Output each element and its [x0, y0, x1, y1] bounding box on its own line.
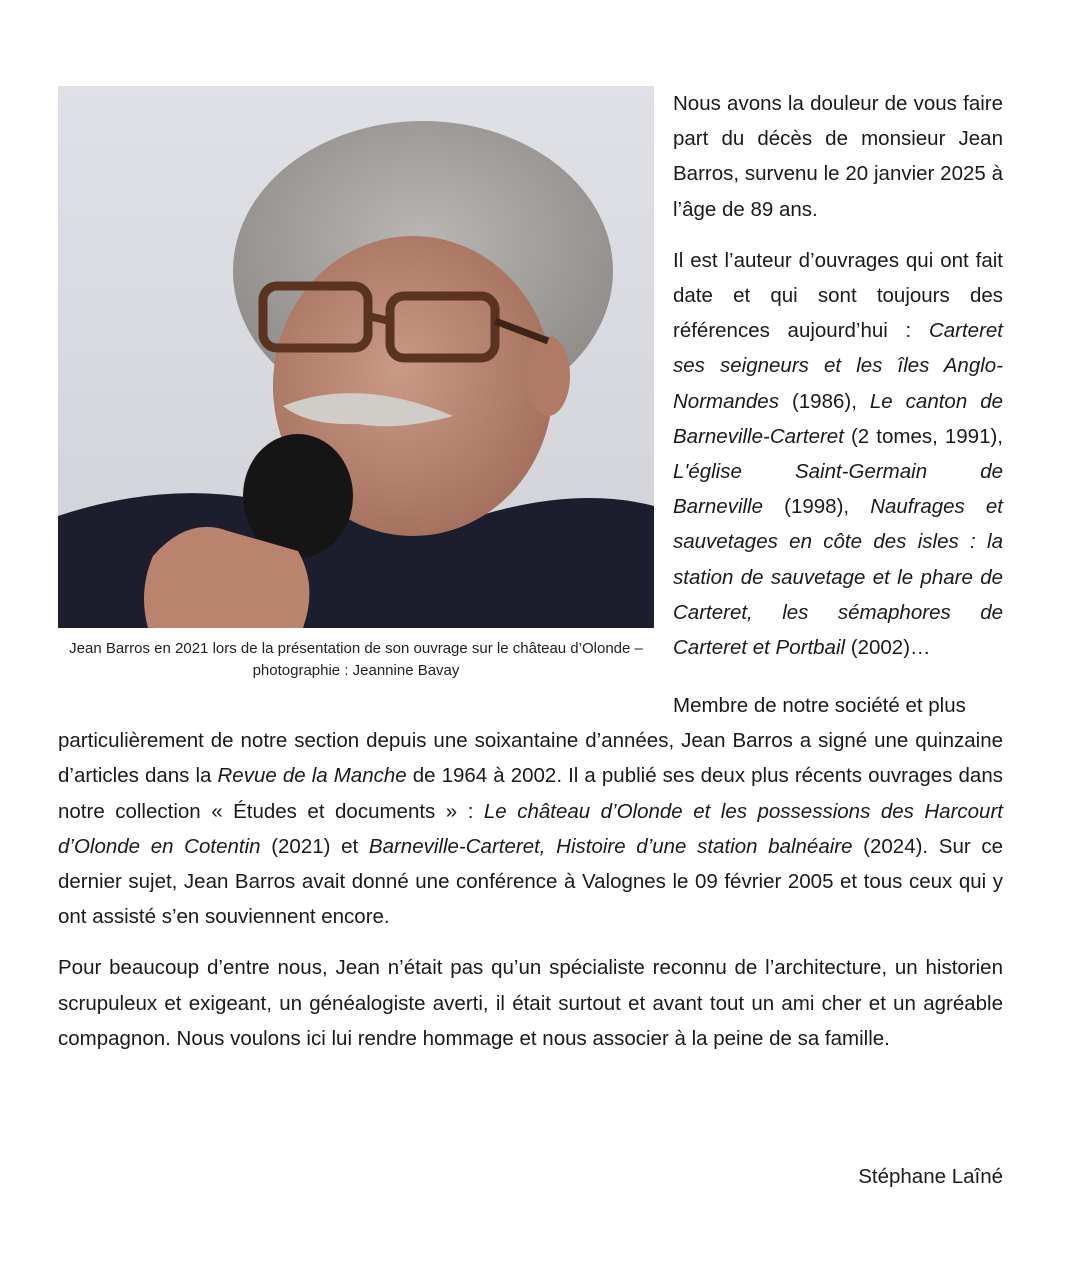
membership-text: (2024). Sur ce dernier sujet, Jean Barros avait donné une conférence à Valognes le 09 février 2005 et tous ceux qui y ont assisté s’en souviennent encore. — [58, 834, 1004, 929]
works-paragraph — [673, 243, 1003, 665]
works-text: (1998), — [763, 495, 871, 519]
photo-caption: Jean Barros en 2021 lors de la présentation de son ouvrage sur le château d’Olonde – photographie : Jeannine Bavay — [69, 640, 643, 679]
works-text: (1986), — [778, 389, 870, 413]
membership-text: de 1964 à 2002. Il a publié ses deux plus récents ouvrages dans notre collection « Études et documents » : — [58, 764, 1003, 823]
photo-figure — [58, 86, 654, 682]
membership-text: (2021) et — [260, 834, 369, 858]
membership-paragraph — [58, 688, 1003, 934]
membership-text: particulièrement de notre section depuis une soixantaine d’années, Jean Barros a signé une quinzaine d’articles dans la — [58, 729, 1003, 788]
intro-column — [673, 86, 1003, 681]
announcement-paragraph: Nous avons la douleur de vous faire part du décès de monsieur Jean Barros, survenu le 20 janvier 2025 à l’âge de 89 ans. — [673, 92, 1003, 221]
journal-title: Revue de la Manche — [217, 764, 407, 788]
portrait-photo-icon — [58, 86, 654, 628]
book-title: Carteret ses seigneurs et les îles Anglo-Normandes — [673, 319, 1003, 413]
membership-lead: Membre de notre société et plus — [673, 694, 966, 717]
main-text — [58, 688, 1003, 1072]
book-title: Le canton de Barneville-Carteret — [673, 389, 1003, 448]
signature: Stéphane Laîné — [858, 1165, 1003, 1188]
book-title: Le château d’Olonde et les possessions des Harcourt d’Olonde en Cotentin — [58, 799, 1003, 858]
book-title: Naufrages et sauvetages en côte des isles : la station de sauvetage et le phare de Carteret, les sémaphores de Carteret et Portbail — [673, 495, 1003, 660]
works-text: (2 tomes, 1991), — [843, 424, 1003, 448]
works-text: Il est l’auteur d’ouvrages qui ont fait date et qui sont toujours des références aujourd’hui : — [673, 248, 1003, 343]
tribute-paragraph: Pour beaucoup d’entre nous, Jean n’était pas qu’un spécialiste reconnu de l’architecture, un historien scrupuleux et exigeant, un généalogiste averti, il était surtout et avant tout un ami cher et un agréable compagnon. Nous voulons ici lui rendre hommage et nous associer à la peine de sa famille. — [58, 956, 1003, 1050]
book-title: Barneville-Carteret, Histoire d’une station balnéaire — [368, 834, 853, 858]
works-text: (2002)… — [845, 636, 931, 660]
book-title: L'église Saint-Germain de Barneville — [673, 460, 1003, 519]
